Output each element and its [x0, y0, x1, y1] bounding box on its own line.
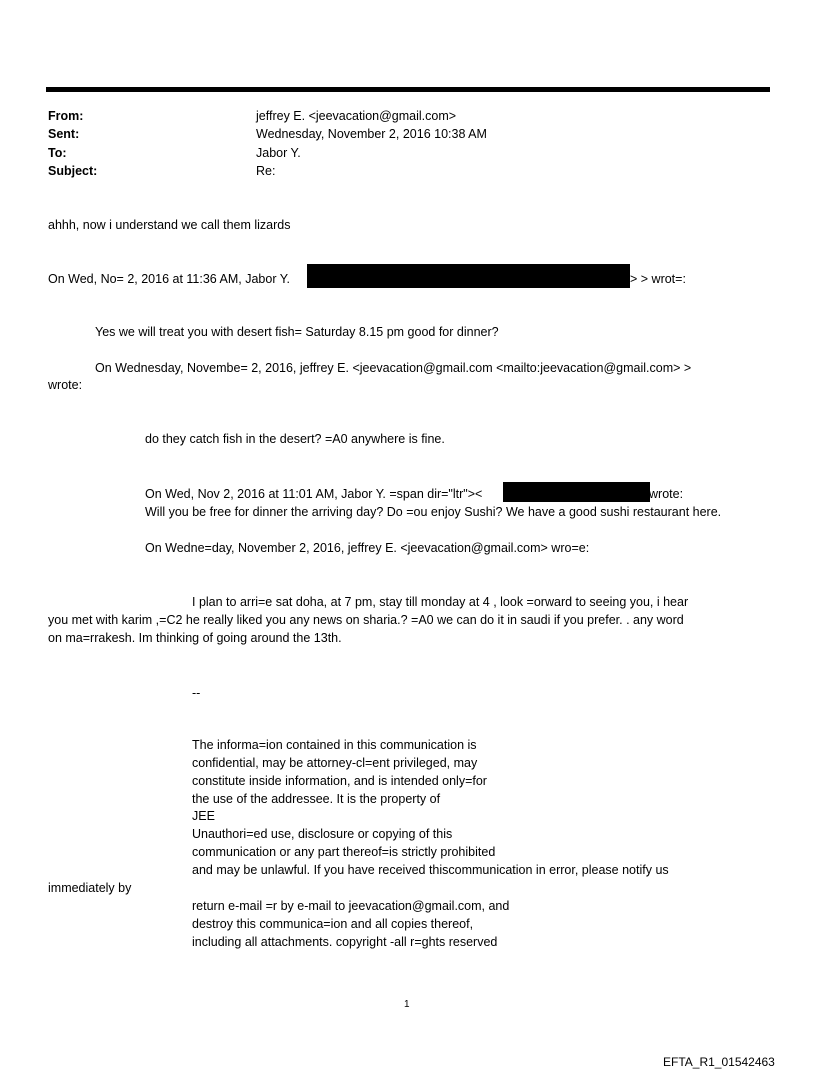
disclaimer-line: The informa=ion contained in this communication is	[192, 738, 477, 752]
subject-label: Subject:	[48, 164, 98, 178]
sent-label: Sent:	[48, 127, 80, 141]
sent-value: Wednesday, November 2, 2016 10:38 AM	[256, 127, 487, 141]
quote-3-end: wrote:	[649, 487, 684, 501]
subject-value: Re:	[256, 164, 276, 178]
quote-1-start: On Wed, No= 2, 2016 at 11:36 AM, Jabor Y.	[48, 272, 290, 286]
plan-line-3: on ma=rrakesh. Im thinking of going around the 13th.	[48, 631, 342, 645]
quote-3-start: On Wed, Nov 2, 2016 at 11:01 AM, Jabor Y. =span dir="ltr"><	[145, 487, 483, 501]
to-value: Jabor Y.	[256, 146, 301, 160]
disclaimer-line: the use of the addressee. It is the property of	[192, 792, 441, 806]
reply-2: do they catch fish in the desert? =A0 anywhere is fine.	[145, 432, 445, 446]
quote-1-end: > > wrot=:	[630, 272, 686, 286]
disclaimer-line: constitute inside information, and is intended only=for	[192, 774, 487, 788]
header-rule	[46, 87, 770, 92]
reply-3: Will you be free for dinner the arriving day? Do =ou enjoy Sushi? We have a good sushi restaurant here.	[145, 505, 722, 519]
page-number: 1	[404, 999, 410, 1010]
plan-line-2: you met with karim ,=C2 he really liked you any news on sharia.? =A0 we can do it in saudi if you prefer. . any word	[48, 613, 684, 627]
disclaimer-line: confidential, may be attorney-cl=ent privileged, may	[192, 756, 478, 770]
disclaimer-line: Unauthori=ed use, disclosure or copying of this	[192, 827, 453, 841]
body-line-1: ahhh, now i understand we call them lizards	[48, 218, 291, 232]
redaction-block	[503, 482, 650, 502]
disclaimer-line: and may be unlawful. If you have received thiscommunication in error, please notify us	[192, 863, 669, 877]
reply-1: Yes we will treat you with desert fish= Saturday 8.15 pm good for dinner?	[95, 325, 499, 339]
quote-2-start: On Wednesday, Novembe= 2, 2016, jeffrey E. <jeevacation@gmail.com <mailto:jeevacation@gmail.com> >	[95, 361, 692, 375]
signature-separator: --	[192, 686, 201, 700]
disclaimer-line: including all attachments. copyright -all r=ghts reserved	[192, 935, 498, 949]
disclaimer-line: JEE	[192, 809, 215, 823]
document-id: EFTA_R1_01542463	[663, 1055, 775, 1069]
to-label: To:	[48, 146, 67, 160]
from-label: From:	[48, 109, 84, 123]
quote-4: On Wedne=day, November 2, 2016, jeffrey E. <jeevacation@gmail.com> wro=e:	[145, 541, 590, 555]
disclaimer-line: destroy this communica=ion and all copies thereof,	[192, 917, 474, 931]
plan-line-1: I plan to arri=e sat doha, at 7 pm, stay till monday at 4 , look =orward to seeing you, i hear	[192, 595, 689, 609]
redaction-block	[307, 264, 630, 288]
disclaimer-line: return e-mail =r by e-mail to jeevacation@gmail.com, and	[192, 899, 510, 913]
quote-2-end: wrote:	[48, 378, 83, 392]
disclaimer-line: immediately by	[48, 881, 132, 895]
disclaimer-line: communication or any part thereof=is strictly prohibited	[192, 845, 496, 859]
from-value: jeffrey E. <jeevacation@gmail.com>	[256, 109, 457, 123]
